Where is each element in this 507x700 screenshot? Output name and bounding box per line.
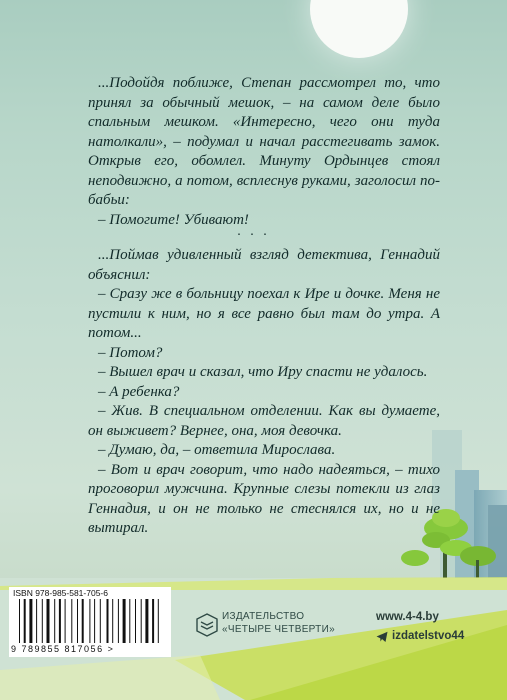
barcode-bar: [100, 599, 101, 643]
excerpt-1-paragraph: ...Подойдя поближе, Степан рассмотрел то, что принял за обычный мешок, – на самом деле было спальным мешком. «Интересно, чего они туда натолкали», – подумал и начал расстегивать замок. Открыв его, обомлел. Минуту Ордынцев стоял неподвижно, а потом, всплеснув руками, заголосил по-бабьи:: [88, 75, 440, 208]
excerpt-2-paragraph: – Думаю, да, – ответила Мирослава.: [98, 442, 336, 458]
barcode-bar: [158, 599, 159, 643]
excerpt-2-paragraph: – Вышел врач и сказал, что Иру спасти не удалось.: [98, 364, 428, 380]
excerpt-2-paragraph: – Потом?: [98, 344, 163, 361]
isbn-number: ISBN 978-985-581-705-6: [13, 588, 108, 598]
barcode-bar: [54, 599, 55, 643]
instagram-label: izdatelstvo44: [392, 630, 465, 642]
publisher-line-1: ИЗДАТЕЛЬСТВО: [222, 611, 305, 622]
excerpt-2: [88, 246, 440, 539]
barcode-bar: [89, 599, 90, 643]
barcode-bar: [145, 599, 148, 643]
website-url: www.4-4.by: [376, 611, 439, 623]
barcode-bar: [77, 599, 78, 643]
excerpt-1: [88, 74, 440, 230]
instagram-icon: [376, 631, 388, 643]
excerpt-2-paragraph: – Жив. В специальном отделении. Как вы думаете, он выживет? Вернее, она, моя девочка.: [88, 403, 440, 439]
barcode-bar: [24, 599, 26, 643]
barcode-bar: [135, 599, 136, 643]
barcode-bar: [118, 599, 119, 643]
barcode-bar: [36, 599, 37, 643]
publisher-line-2: «ЧЕТЫРЕ ЧЕТВЕРТИ»: [222, 624, 335, 635]
barcode-bar: [19, 599, 20, 643]
barcode-bar: [129, 599, 130, 643]
barcode-bar: [112, 599, 113, 643]
excerpt-2-paragraph: ...Поймав удивленный взгляд детектива, Геннадий объяснил:: [88, 247, 440, 283]
barcode-bar: [29, 599, 32, 643]
barcode-bar: [107, 599, 109, 643]
barcode-digits: 9 789855 817056 >: [11, 644, 115, 654]
isbn-barcode: [9, 587, 171, 657]
excerpt-1-paragraph: – Помогите! Убивают!: [98, 211, 249, 228]
barcode-bar: [59, 599, 61, 643]
barcode-bar: [152, 599, 154, 643]
barcode-bar: [65, 599, 66, 643]
barcode-bar: [141, 599, 142, 643]
barcode-bar: [123, 599, 126, 643]
barcode-bar: [82, 599, 84, 643]
barcode-bar: [42, 599, 43, 643]
section-separator: . . .: [237, 224, 270, 239]
publisher-block: [196, 611, 346, 641]
excerpt-2-paragraph: – А ребенка?: [98, 383, 180, 400]
barcode-bar: [94, 599, 95, 643]
publisher-logo-icon: [196, 613, 218, 637]
excerpt-2-paragraph: – Сразу же в больницу поехал к Ире и дочке. Меня не пустили к ним, но я все равно был там до утра. А потом...: [88, 286, 440, 341]
barcode-bar: [71, 599, 72, 643]
barcode-bar: [47, 599, 50, 643]
excerpt-2-paragraph: – Вот и врач говорит, что надо надеяться, – тихо проговорил мужчина. Крупные слезы потекли из глаз Геннадия, и он не только не стеснялся их, но и не вытирал.: [88, 461, 440, 536]
